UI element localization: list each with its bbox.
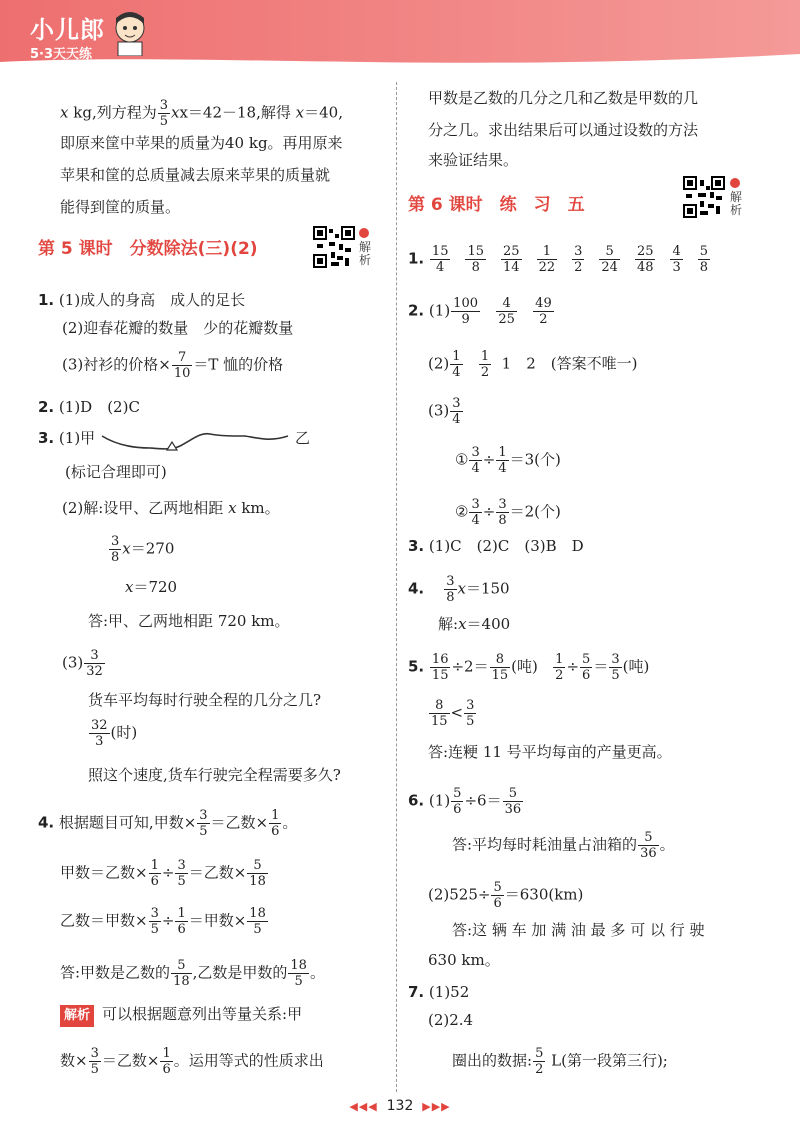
q3-line2: (2)解:设甲、乙两地相距 x km。 <box>62 499 280 517</box>
fraction-item: $\frac{15}{8}$ <box>467 244 485 275</box>
q1-line2: (2)迎春花瓣的数量 少的花瓣数量 <box>62 319 294 337</box>
right-text-line1: 甲数是乙数的几分之几和乙数是甲数的几 <box>428 89 699 107</box>
logo-subtitle: 5·3天天练 <box>30 47 93 62</box>
fraction-item: $\frac{1}{22}$ <box>538 244 556 275</box>
analysis-line2: 数× $\frac{3}{5}$ ＝乙数× $\frac{1}{6}$ 。运用等式的性质求出 <box>60 1046 324 1077</box>
mascot-icon <box>110 10 150 56</box>
q3-part3-hours: $\frac{32}{3}$ (时) <box>91 718 138 749</box>
arrow-left-icon: ◀◀◀ <box>349 1100 378 1113</box>
q4-answer: 答:甲数是乙数的 $\frac{5}{18}$ ,乙数是甲数的 $\frac{18}{5}$ 。 <box>60 958 325 989</box>
q3-note: (标记合理即可) <box>65 463 167 481</box>
q3-line1: 3. (1)甲 <box>38 429 96 447</box>
logo-title: 小儿郎 <box>30 16 105 44</box>
r-q4-solution: 解:x＝400 <box>438 615 511 633</box>
r-q2-calc1: ① $\frac{3}{4}$ ÷ $\frac{1}{4}$ ＝3(个) <box>455 445 561 476</box>
r-q6-line2: (2)525÷ $\frac{5}{6}$ ＝630(km) <box>428 880 584 911</box>
q1-line3: (3)衬衫的价格× $\frac{7}{10}$ ＝T 恤的价格 <box>62 350 284 381</box>
fraction-item: $\frac{25}{48}$ <box>636 244 654 275</box>
r-q6-answer1: 答:平均每时耗油量占油箱的 $\frac{5}{36}$ 。 <box>452 830 675 861</box>
qr-label: 解析 <box>359 228 372 267</box>
q1-line1: 1. (1)成人的身高 成人的足长 <box>38 291 246 309</box>
qr-code-icon[interactable] <box>313 226 355 268</box>
fraction-item: $\frac{5}{8}$ <box>699 244 709 275</box>
q3-route-sketch <box>100 424 290 458</box>
q3-equation1: $\frac{3}{8}$ x＝270 <box>111 534 175 565</box>
q4-line2: 甲数＝乙数× $\frac{1}{6}$ ÷ $\frac{3}{5}$ ＝乙数× $\frac{5}{18}$ <box>60 858 266 889</box>
section-title-lesson5: 第 5 课时 分数除法(三)(2) <box>38 239 258 259</box>
r-q2-line3: (3) $\frac{3}{4}$ <box>428 396 461 427</box>
q3-label-yi: 乙 <box>295 429 311 447</box>
fraction-item: $\frac{4}{3}$ <box>672 244 681 275</box>
r-q7-line3: 圈出的数据: $\frac{5}{2}$ L(第一段第三行); <box>452 1046 668 1077</box>
q3-part3: (3) $\frac{3}{32}$ <box>62 648 103 679</box>
q4-line1: 4. 根据题目可知,甲数× $\frac{3}{5}$ ＝乙数× $\frac{1}{6}$ 。 <box>38 808 298 839</box>
column-divider <box>396 82 397 1092</box>
fraction-item: $\frac{25}{14}$ <box>503 244 520 275</box>
r-q1: 1. $\frac{15}{4}$ $\frac{15}{8}$ $\frac{25}{14}$ $\frac{1}{22}$ $\frac{3}{2}$ $\frac{5}{24}$ $\frac{25}{48}$ $\frac{4}{3}$ $\frac{5}{8}$ <box>408 244 724 275</box>
fraction-item: $\frac{15}{4}$ <box>431 244 449 275</box>
r-q6-answer2b: 630 km。 <box>428 951 500 969</box>
analysis-badge: 解析 <box>60 1005 94 1027</box>
left-text-line1: x kg,列方程为 $\frac{3}{5}$ xx＝42－18,解得 x＝40, <box>60 98 343 129</box>
analysis-line1: 解析 可以根据题意列出等量关系:甲 <box>60 1004 302 1027</box>
q3-equation2: x＝720 <box>125 578 178 596</box>
q3-part3-text: 货车平均每时行驶全程的几分之几? <box>88 691 322 709</box>
qr-label: 解析 <box>730 178 743 217</box>
r-q6-line1: 6. (1) $\frac{5}{6}$ ÷6＝ $\frac{5}{36}$ <box>408 786 522 817</box>
arrow-right-icon: ▶▶▶ <box>422 1100 451 1113</box>
q4-line3: 乙数＝甲数× $\frac{3}{5}$ ÷ $\frac{1}{6}$ ＝甲数× $\frac{18}{5}$ <box>60 906 266 937</box>
page-number: 132 <box>386 1098 414 1114</box>
left-text-line3: 苹果和筐的总质量减去原来苹果的质量就 <box>60 166 331 184</box>
r-q2-line2: (2) $\frac{1}{4}$ $\frac{1}{2}$ 1 2 (答案不唯一) <box>428 349 638 380</box>
section-title-lesson6: 第 6 课时 练 习 五 <box>408 195 585 215</box>
left-text-line4: 能得到筐的质量。 <box>60 198 181 216</box>
fraction-item: $\frac{3}{2}$ <box>574 244 583 275</box>
r-q4-eq: 4. $\frac{3}{8}$ x＝150 <box>408 574 510 605</box>
r-q5-compare: $\frac{8}{15}$ < $\frac{3}{5}$ <box>431 698 475 729</box>
r-q5-line1: 5. $\frac{16}{15}$ ÷2＝ $\frac{8}{15}$ (吨) $\frac{1}{2}$ ÷ $\frac{5}{6}$ ＝ $\frac{3}{5}$ (吨) <box>408 652 650 683</box>
right-text-line2: 分之几。求出结果后可以通过设数的方法 <box>428 121 699 139</box>
r-q7-line2: (2)2.4 <box>428 1011 474 1029</box>
page-footer <box>0 1098 800 1114</box>
r-q6-answer2: 答:这 辆 车 加 满 油 最 多 可 以 行 驶 <box>452 921 705 939</box>
page-header <box>0 0 800 72</box>
r-q5-answer: 答:连粳 11 号平均每亩的产量更高。 <box>428 743 672 761</box>
q2-answer: 2. (1)D (2)C <box>38 398 140 416</box>
brand-logo <box>30 10 105 62</box>
r-q2-calc2: ② $\frac{3}{4}$ ÷ $\frac{3}{8}$ ＝2(个) <box>455 497 561 528</box>
fraction-item: $\frac{5}{24}$ <box>601 244 618 275</box>
r-q2-line1: 2. (1) $\frac{100}{9}$ $\frac{4}{25}$ $\frac{49}{2}$ <box>408 296 552 327</box>
left-text-line2: 即原来筐中苹果的质量为40 kg。再用原来 <box>60 134 343 152</box>
r-q7-line1: 7. (1)52 <box>408 983 470 1001</box>
r-q3: 3. (1)C (2)C (3)B D <box>408 537 584 555</box>
play-icon <box>359 228 369 238</box>
play-icon <box>730 178 740 188</box>
q3-part3-text2: 照这个速度,货车行驶完全程需要多久? <box>88 766 341 784</box>
right-text-line3: 来验证结果。 <box>428 151 519 169</box>
q3-answer: 答:甲、乙两地相距 720 km。 <box>88 612 290 630</box>
qr-code-icon[interactable] <box>683 176 725 218</box>
r-q1-fractions <box>429 244 724 275</box>
